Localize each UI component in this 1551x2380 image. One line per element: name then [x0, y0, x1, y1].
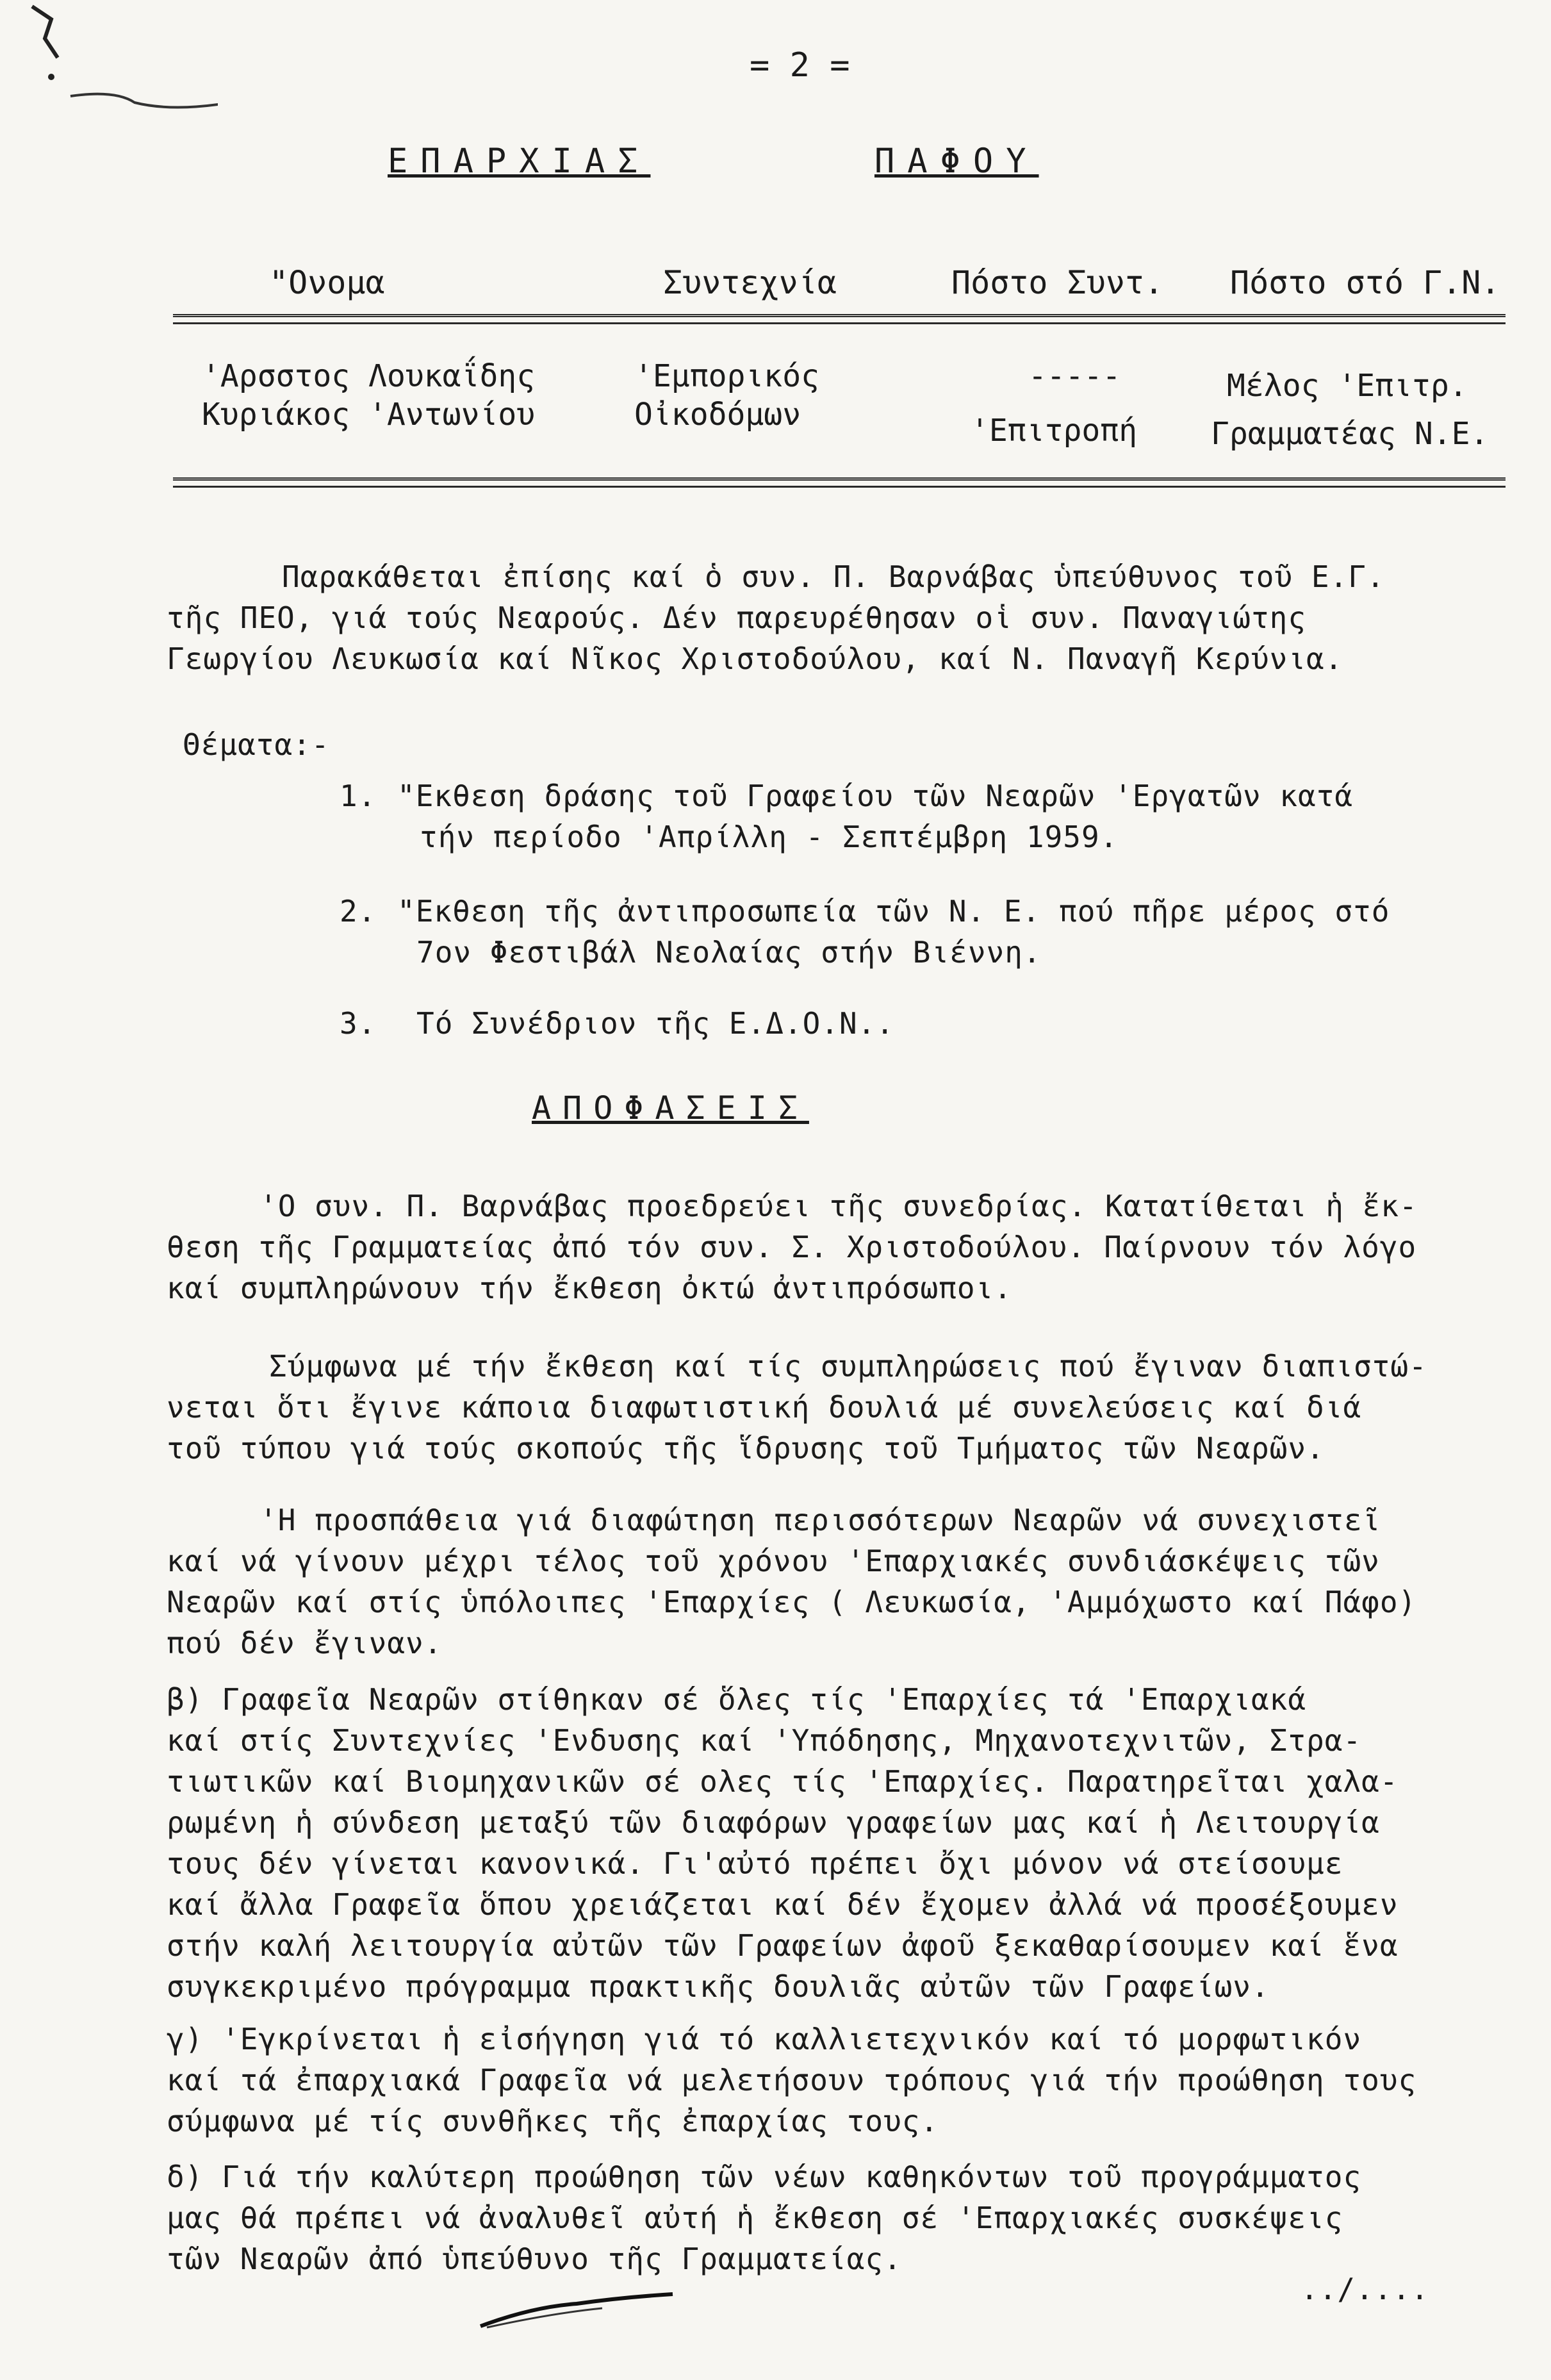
attendance-line: Παρακάθεται ἐπίσης καί ὁ συν. Π. Βαρνάβας ὑπεύθυνος τοῦ Ε.Γ. — [282, 559, 1385, 594]
topic-line: Τό Συνέδριον τῆς Ε.Δ.Ο.Ν.. — [416, 1006, 895, 1041]
header-name: "Ονομα — [269, 264, 385, 301]
decision-line: γ) 'Εγκρίνεται ἡ εἰσήγηση γιά τό καλλιετεχνικόν καί τό μορφωτικόν — [167, 2022, 1362, 2056]
topic-line: "Εκθεση τῆς ἀντιπροσωπεία τῶν Ν. Ε. πού πῆρε μέρος στό — [397, 894, 1390, 929]
decision-line: 'Ο συν. Π. Βαρνάβας προεδρεύει τῆς συνεδρίας. Κατατίθεται ἡ ἔκ- — [259, 1189, 1418, 1223]
decision-line: καί συμπληρώνουν τήν ἔκθεση ὀκτώ ἀντιπρόσωποι. — [167, 1271, 1012, 1305]
decision-line: καί νά γίνουν μέχρι τέλος τοῦ χρόνου 'Επαρχιακές συνδιάσκέψεις τῶν — [167, 1544, 1380, 1578]
table-cell-union-post: 'Επιτροπή — [971, 413, 1138, 449]
decision-line: δ) Γιά τήν καλύτερη προώθηση τῶν νέων καθηκόντων τοῦ προγράμματος — [167, 2160, 1362, 2194]
decision-line: Νεαρῶν καί στίς ὑπόλοιπες 'Επαρχίες ( Λευκωσία, 'Αμμόχωστο καί Πάφο) — [167, 1585, 1417, 1619]
topic-number: 1. — [340, 779, 377, 813]
table-cell-gn-post: Μέλος 'Επιτρ. — [1227, 368, 1468, 404]
table-cell-union: Οἰκοδόμων — [634, 397, 801, 433]
decision-line: νεται ὅτι ἔγινε κάποια διαφωτιστική δουλιά μέ συνελεύσεις καί διά — [167, 1390, 1362, 1425]
header-union: Συντεχνία — [663, 264, 837, 301]
decision-line: τους δέν γίνεται κανονικά. Γι'αὐτό πρέπει ὄχι μόνον νά στείσουμε — [167, 1846, 1343, 1881]
table-cell-union: 'Εμπορικός — [634, 358, 819, 394]
decision-line: μας θά πρέπει νά ἀναλυθεῖ αὐτή ἡ ἔκθεση σέ 'Επαρχιακές συσκέψεις — [167, 2201, 1343, 2235]
corner-scribble-mark — [26, 0, 218, 128]
signature-stroke — [474, 2281, 679, 2333]
continuation-mark: ../.... — [1301, 2272, 1429, 2306]
page-number: = 2 = — [750, 46, 850, 85]
table-cell-union-post: ----- — [1028, 358, 1121, 394]
topic-line: "Εκθεση δράσης τοῦ Γραφείου τῶν Νεαρῶν 'Εργατῶν κατά — [397, 779, 1354, 813]
topic-line: 7ον Φεστιβάλ Νεολαίας στήν Βιέννη. — [416, 935, 1042, 970]
decision-line: καί ἄλλα Γραφεῖα ὅπου χρειάζεται καί δέν ἔχομεν ἀλλά νά προσέξουμεν — [167, 1887, 1399, 1922]
topics-label: Θέματα:- — [183, 727, 330, 762]
topic-number: 3. — [340, 1006, 377, 1041]
decision-line: Σύμφωνα μέ τήν ἔκθεση καί τίς συμπληρώσεις πού ἔγιναν διαπιστώ- — [269, 1349, 1427, 1384]
table-rule-top — [173, 314, 1506, 324]
decision-line: τοῦ τύπου γιά τούς σκοπούς τῆς ἵδρυσης τοῦ Τμήματος τῶν Νεαρῶν. — [167, 1431, 1325, 1466]
attendance-line: Γεωργίου Λευκωσία καί Νῖκος Χριστοδούλου, καί Ν. Παναγῆ Κερύνια. — [167, 641, 1343, 676]
decisions-title: ΑΠΟΦΑΣΕΙΣ — [532, 1089, 809, 1127]
decision-line: β) Γραφεῖα Νεαρῶν στίθηκαν σέ ὅλες τίς 'Επαρχίες τά 'Επαρχιακά — [167, 1682, 1307, 1717]
header-union-post: Πόστο Συντ. — [951, 264, 1164, 301]
province-label: ΕΠΑΡΧΙΑΣ — [388, 142, 651, 181]
decision-line: ρωμένη ἡ σύνδεση μεταξύ τῶν διαφόρων γραφείων μας καί ἡ Λειτουργία — [167, 1805, 1380, 1840]
decision-line: στήν καλή λειτουργία αὐτῶν τῶν Γραφείων ἀφοῦ ξεκαθαρίσουμεν καί ἕνα — [167, 1928, 1399, 1963]
header-gn-post: Πόστο στό Γ.Ν. — [1230, 264, 1500, 301]
decision-line: συγκεκριμένο πρόγραμμα πρακτικῆς δουλιᾶς αὐτῶν τῶν Γραφείων. — [167, 1969, 1270, 2004]
province-name: ΠΑΦΟΥ — [874, 142, 1039, 181]
decision-line: πού δέν ἔγιναν. — [167, 1626, 443, 1660]
decision-line: 'Η προσπάθεια γιά διαφώτηση περισσότερων Νεαρῶν νά συνεχιστεῖ — [259, 1503, 1381, 1537]
decision-line: τῶν Νεαρῶν ἀπό ὑπεύθυνο τῆς Γραμματείας. — [167, 2242, 902, 2276]
table-cell-name: Κυριάκος 'Αντωνίου — [202, 397, 536, 433]
decision-line: θεση τῆς Γραμματείας ἀπό τόν συν. Σ. Χριστοδούλου. Παίρνουν τόν λόγο — [167, 1230, 1417, 1264]
decision-line: καί στίς Συντεχνίες 'Ενδυσης καί 'Υπόδησης, Μηχανοτεχνιτῶν, Στρα- — [167, 1723, 1362, 1758]
topic-number: 2. — [340, 894, 377, 929]
decision-line: καί τά ἐπαρχιακά Γραφεῖα νά μελετήσουν τρόπους γιά τήν προώθηση τους — [167, 2063, 1417, 2097]
table-cell-gn-post: Γραμματέας Ν.Ε. — [1211, 416, 1489, 452]
table-rule-bottom — [173, 477, 1506, 488]
decision-line: σύμφωνα μέ τίς συνθῆκες τῆς ἐπαρχίας τους. — [167, 2104, 939, 2138]
attendance-line: τῆς ΠΕΟ, γιά τούς Νεαρούς. Δέν παρευρέθησαν οἱ συν. Παναγιώτης — [167, 600, 1307, 635]
decision-line: τιωτικῶν καί Βιομηχανικῶν σέ ολες τίς 'Επαρχίες. Παρατηρεῖται χαλα- — [167, 1764, 1399, 1799]
topic-line: τήν περίοδο 'Απρίλλη - Σεπτέμβρη 1959. — [420, 820, 1119, 854]
table-cell-name: 'Αρσστος Λουκαΐδης — [202, 358, 536, 394]
